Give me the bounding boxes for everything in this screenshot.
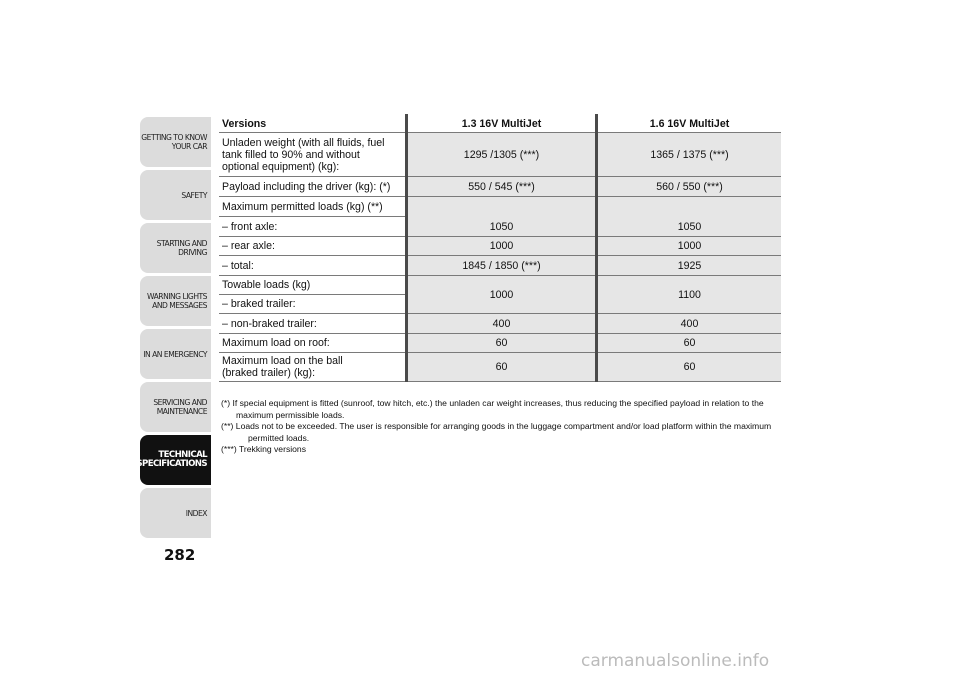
row-label-roof-load: Maximum load on roof: — [222, 337, 330, 349]
row-label-payload: Payload including the driver (kg): (*) — [222, 180, 391, 193]
row-value: 60 — [495, 337, 508, 349]
row-label-towable-loads: Towable loads (kg) — [222, 279, 311, 291]
row-label-braked-trailer: – braked trailer: — [222, 298, 296, 310]
row-value: 1295 /1305 (***) — [463, 149, 540, 161]
row-value: 60 — [683, 361, 696, 373]
row-value: 1000 — [489, 239, 514, 252]
row-label-front-axle: – front axle: — [222, 220, 278, 233]
tab-technical-specifications[interactable]: TECHNICAL SPECIFICATIONS — [140, 435, 211, 485]
row-label-ball-load: Maximum load on the ball (braked trailer) (kg): — [222, 355, 343, 379]
row-value: 560 / 550 (***) — [656, 180, 723, 193]
row-divider — [219, 381, 781, 382]
row-value: 1050 — [677, 220, 702, 233]
row-value: 550 / 545 (***) — [468, 180, 535, 193]
row-value: 400 — [492, 317, 511, 330]
row-value: 400 — [680, 317, 699, 330]
header-col1: 1.3 16V MultiJet — [461, 117, 542, 130]
row-value: 1365 / 1375 (***) — [650, 149, 729, 161]
header-versions: Versions — [222, 117, 267, 130]
row-label-non-braked-trailer: – non-braked trailer: — [222, 317, 317, 330]
row-label-unladen-weight: Unladen weight (with all fluids, fuel tank filled to 90% and without optional equipment) (kg): — [222, 137, 385, 173]
tab-emergency[interactable]: IN AN EMERGENCY — [140, 329, 211, 379]
row-value: 1000 — [677, 239, 702, 252]
tab-warning-lights[interactable]: WARNING LIGHTS AND MESSAGES — [140, 276, 211, 326]
tab-index[interactable]: INDEX — [140, 488, 211, 538]
footnote: (**) Loads not to be exceeded. The user is responsible for arranging goods in the luggage compartment and/or load platform within the maximum permitted loads. — [221, 421, 772, 443]
watermark: carmanualsonline.info — [581, 651, 770, 671]
tab-safety[interactable]: SAFETY — [140, 170, 211, 220]
weights-table — [219, 114, 781, 382]
row-value: 1925 — [677, 259, 702, 272]
row-label-total: – total: — [222, 259, 254, 272]
footnote: (*) If special equipment is fitted (sunroof, tow hitch, etc.) the unladen car weight increases, thus reducing the specified payload in relation to the maximum permissible loads. — [221, 398, 764, 420]
footnotes — [221, 398, 781, 456]
row-label-rear-axle: – rear axle: — [222, 239, 275, 252]
row-divider — [219, 132, 781, 133]
footnote: (***) Trekking versions — [221, 444, 307, 454]
row-value: 1050 — [489, 220, 514, 233]
tab-getting-to-know[interactable]: GETTING TO KNOW YOUR CAR — [140, 117, 211, 167]
tab-starting-driving[interactable]: STARTING AND DRIVING — [140, 223, 211, 273]
row-value: 60 — [683, 337, 696, 349]
header-col2: 1.6 16V MultiJet — [649, 117, 730, 130]
row-value: 1100 — [678, 288, 701, 301]
row-value: 1845 / 1850 (***) — [462, 259, 541, 272]
page-number: 282 — [164, 546, 196, 564]
row-value: 60 — [495, 361, 508, 373]
row-label-max-loads: Maximum permitted loads (kg) (**) — [222, 200, 383, 213]
row-value: 1000 — [489, 288, 514, 301]
tab-servicing[interactable]: SERVICING AND MAINTENANCE — [140, 382, 211, 432]
